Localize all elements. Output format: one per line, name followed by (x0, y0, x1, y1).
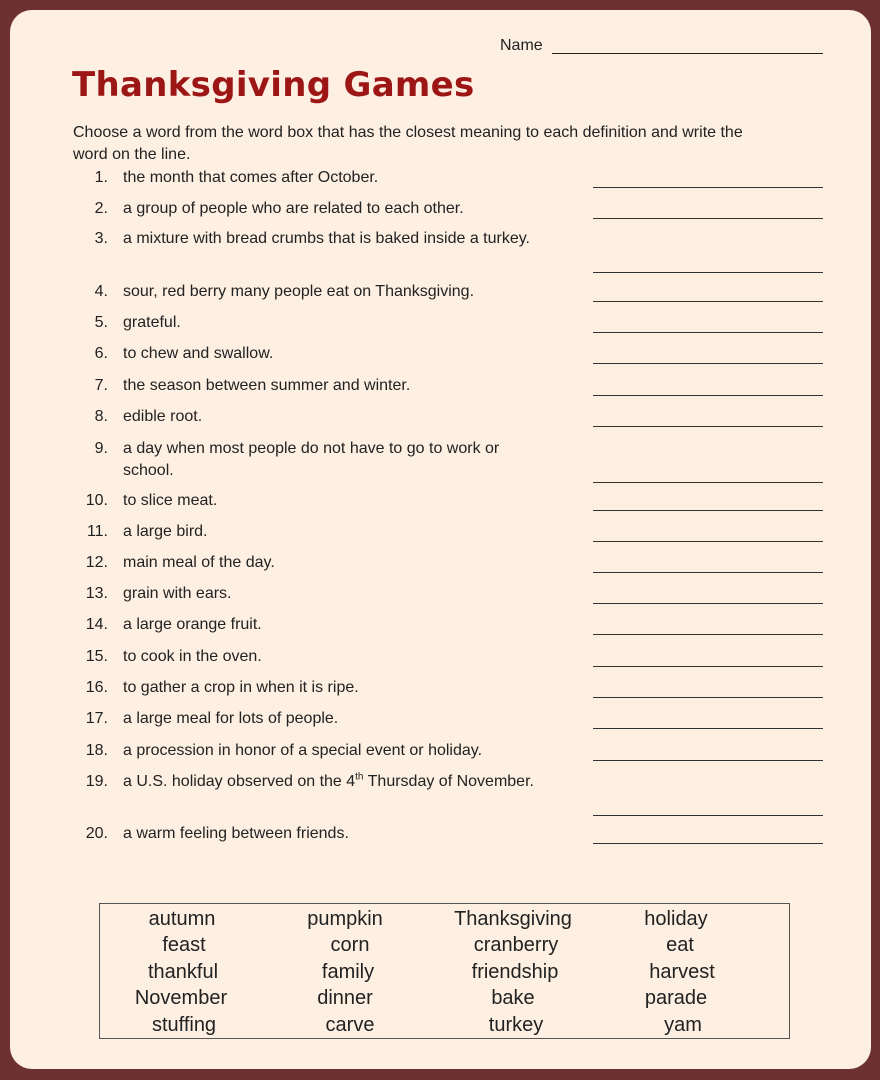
item-number: 20. (85, 825, 108, 842)
answer-line[interactable] (593, 760, 823, 761)
word-box-word: corn (330, 934, 370, 956)
item-definition: grain with ears. (123, 585, 232, 602)
item-definition: the month that comes after October. (123, 169, 379, 186)
item-definition: to cook in the oven. (123, 648, 262, 665)
word-box-word: November (134, 987, 228, 1009)
item-definition: a large meal for lots of people. (123, 710, 339, 727)
item-number: 2. (94, 200, 108, 217)
item-definition: to chew and swallow. (123, 345, 274, 362)
word-box-word: carve (325, 1014, 375, 1036)
answer-line[interactable] (593, 603, 823, 604)
item-number: 12. (85, 554, 108, 571)
item-definition (123, 771, 553, 793)
item-number: 13. (85, 585, 108, 602)
answer-line[interactable] (593, 395, 823, 396)
page-title: Thanksgiving Games (72, 65, 475, 105)
word-box-word: feast (162, 934, 206, 956)
word-box-word: dinner (317, 987, 373, 1009)
word-box-word: bake (491, 987, 535, 1009)
name-field[interactable] (552, 53, 823, 54)
item-definition: a procession in honor of a special event or holiday. (123, 742, 483, 759)
word-box-word: thankful (147, 961, 219, 983)
answer-line[interactable] (593, 541, 823, 542)
word-box-word: yam (664, 1014, 702, 1036)
answer-line[interactable] (593, 272, 823, 273)
item-definition: a large orange fruit. (123, 616, 262, 633)
instructions: Choose a word from the word box that has the closest meaning to each definition and write the word on the line. (73, 124, 743, 163)
item-number: 7. (94, 377, 108, 394)
word-box-word: cranberry (473, 934, 559, 956)
answer-line[interactable] (593, 815, 823, 816)
answer-line[interactable] (593, 332, 823, 333)
answer-line[interactable] (593, 363, 823, 364)
worksheet (10, 10, 871, 1069)
item-number: 8. (94, 408, 108, 425)
word-box (99, 903, 790, 1039)
word-box-word: eat (666, 934, 694, 956)
answer-line[interactable] (593, 301, 823, 302)
item-definition: main meal of the day. (123, 554, 275, 571)
item-definition: a group of people who are related to each other. (123, 200, 464, 217)
answer-line[interactable] (593, 510, 823, 511)
item-number: 18. (85, 742, 108, 759)
item-number: 17. (85, 710, 108, 727)
answer-line[interactable] (593, 697, 823, 698)
item-definition: the season between summer and winter. (123, 377, 411, 394)
word-box-word: turkey (488, 1014, 544, 1036)
item-number: 6. (94, 345, 108, 362)
item-number: 16. (85, 679, 108, 696)
item-definition: a warm feeling between friends. (123, 825, 349, 842)
item-number: 19. (85, 773, 108, 790)
item-number: 3. (94, 230, 108, 247)
word-box-word: holiday (644, 908, 708, 930)
item-definition: sour, red berry many people eat on Thanksgiving. (123, 283, 475, 300)
item-definition: a large bird. (123, 523, 208, 540)
ordinal-suffix: th (355, 771, 364, 783)
word-box-word: harvest (649, 961, 715, 983)
item-definition: to slice meat. (123, 492, 218, 509)
item-definition: grateful. (123, 314, 181, 331)
item-definition: edible root. (123, 408, 203, 425)
answer-line[interactable] (593, 426, 823, 427)
item-number: 9. (94, 440, 108, 457)
item-definition: to gather a crop in when it is ripe. (123, 679, 359, 696)
name-label: Name (500, 37, 543, 54)
definition-text: Thursday of November. (363, 773, 534, 790)
word-box-word: autumn (148, 908, 216, 930)
answer-line[interactable] (593, 843, 823, 844)
word-box-word: parade (644, 987, 708, 1009)
word-box-word: Thanksgiving (454, 908, 572, 930)
item-number: 15. (85, 648, 108, 665)
answer-line[interactable] (593, 482, 823, 483)
definition-text: a U.S. holiday observed on the 4 (123, 773, 356, 790)
item-number: 11. (86, 523, 108, 540)
answer-line[interactable] (593, 666, 823, 667)
word-box-word: family (321, 961, 375, 983)
item-number: 1. (94, 169, 108, 186)
item-definition: a day when most people do not have to go to work or school. (123, 440, 500, 479)
item-number: 4. (94, 283, 108, 300)
item-number: 14. (85, 616, 108, 633)
answer-line[interactable] (593, 218, 823, 219)
answer-line[interactable] (593, 187, 823, 188)
word-box-word: friendship (471, 961, 559, 983)
answer-line[interactable] (593, 572, 823, 573)
answer-line[interactable] (593, 634, 823, 635)
word-box-word: pumpkin (307, 908, 383, 930)
item-number: 5. (94, 314, 108, 331)
item-number: 10. (85, 492, 108, 509)
answer-line[interactable] (593, 728, 823, 729)
word-box-word: stuffing (151, 1014, 217, 1036)
item-definition: a mixture with bread crumbs that is baked inside a turkey. (123, 230, 530, 247)
